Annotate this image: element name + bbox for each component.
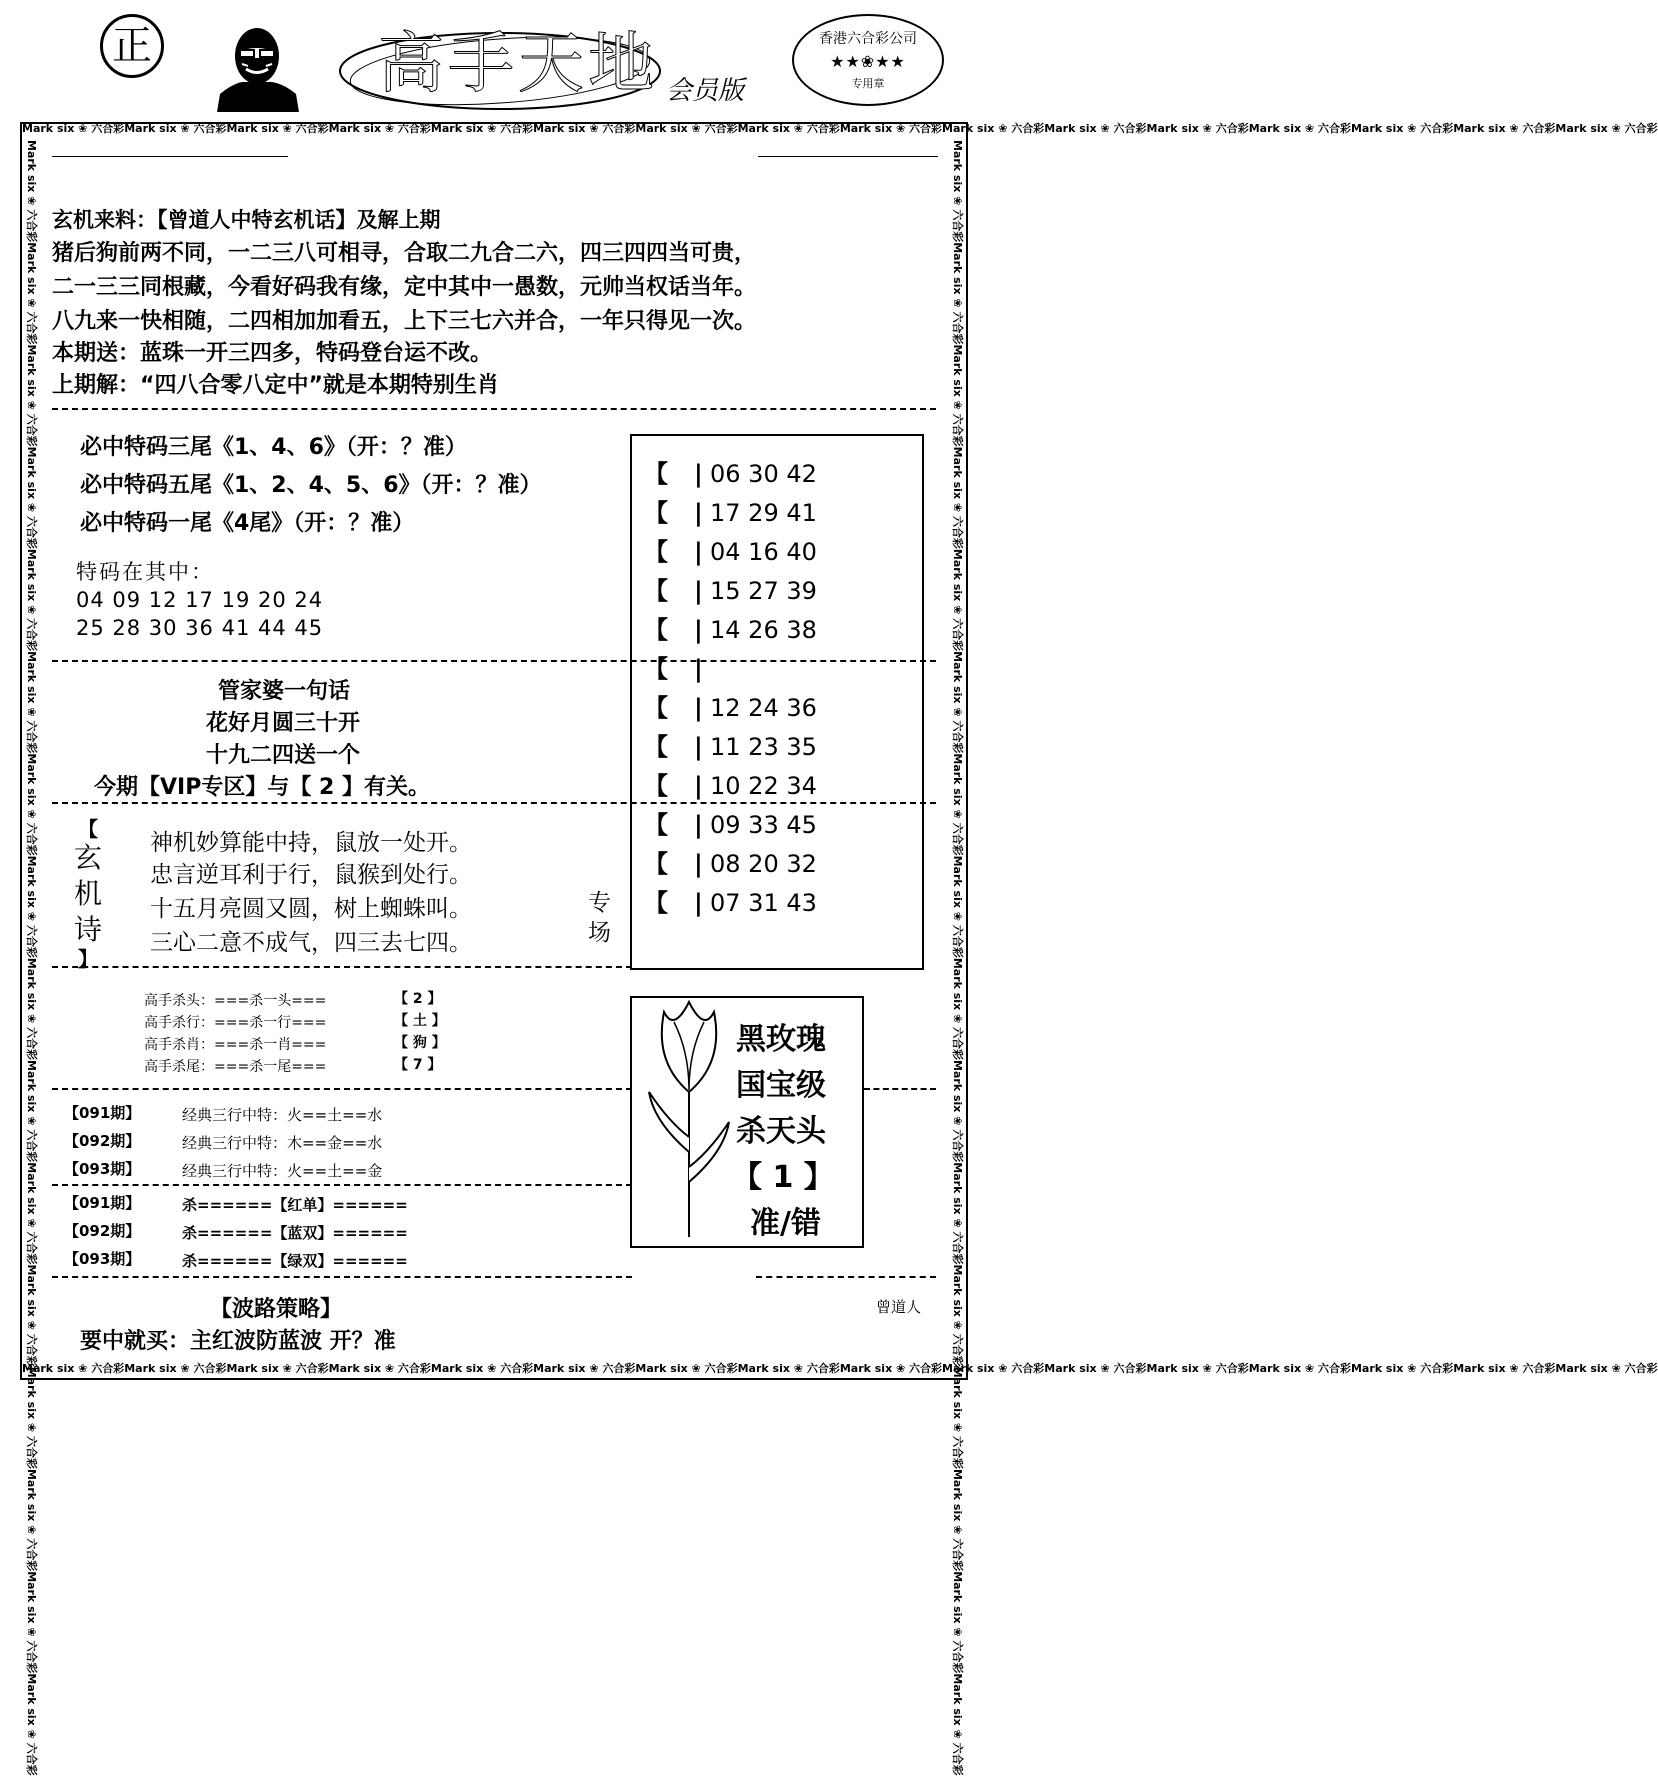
top-line-left: [52, 156, 288, 157]
special-label: 特码在其中：: [76, 560, 214, 584]
rose-line: 杀天头: [736, 1114, 826, 1149]
row-bracket: 【: [644, 850, 668, 878]
kill-value: 【 狗 】: [394, 1035, 446, 1051]
stamp-top-text: 香港六合彩公司: [819, 31, 917, 47]
number-row: 【 | 10 22 34: [644, 766, 817, 801]
circle-badge-char: 正: [112, 23, 152, 69]
rose-line: 黑玫瑰: [736, 1022, 826, 1057]
special-field-label: [588, 888, 616, 948]
row-bracket: 【: [644, 811, 668, 839]
top-border-strip: Mark six ❀ 六合彩Mark six ❀ 六合彩Mark six ❀ 六合彩Mark six ❀ 六合彩Mark six ❀ 六合彩Mark six ❀ 六合彩Mark six ❀ 六合彩Mark six ❀ 六合彩Mark six ❀ 六合彩Mark six ❀ 六合彩Mark six ❀ 六合彩Mark six ❀ 六合彩Mark six ❀ 六合彩Mark six ❀ 六合彩Mark six ❀ 六合彩Mark six ❀ 六合彩: [22, 122, 1658, 135]
row-numbers: 08 20 32: [710, 850, 817, 878]
row-numbers: 15 27 39: [710, 577, 817, 605]
kill-label: 高手杀头：===杀一头===: [144, 993, 327, 1009]
kill-label: 高手杀肖：===杀一肖===: [144, 1037, 327, 1053]
kill-value: 【 7 】: [394, 1057, 442, 1073]
poem-label-char: 玄: [73, 841, 102, 874]
row-bracket: 【: [644, 499, 668, 527]
tulip-icon: [644, 972, 734, 1242]
kill-value: 【 土 】: [394, 1013, 446, 1029]
row-numbers: 10 22 34: [710, 772, 817, 800]
row-numbers: 07 31 43: [710, 889, 817, 917]
black-rose-box: [630, 996, 864, 1248]
poem-label-char: 诗: [73, 913, 102, 946]
bottom-border-strip: Mark six ❀ 六合彩Mark six ❀ 六合彩Mark six ❀ 六合彩Mark six ❀ 六合彩Mark six ❀ 六合彩Mark six ❀ 六合彩Mark six ❀ 六合彩Mark six ❀ 六合彩Mark six ❀ 六合彩Mark six ❀ 六合彩Mark six ❀ 六合彩Mark six ❀ 六合彩Mark six ❀ 六合彩Mark six ❀ 六合彩Mark six ❀ 六合彩Mark six ❀ 六合彩: [22, 1362, 1658, 1375]
number-row: 【 | 06 30 42: [644, 454, 817, 489]
classic-text: 经典三行中特：火==土==水: [182, 1106, 383, 1124]
stamp-bottom-text: 专用章: [851, 77, 885, 90]
number-row: 【 | 08 20 32: [644, 844, 817, 879]
classic-period: 【093期】: [64, 1160, 141, 1178]
circle-badge: [100, 14, 164, 78]
stamp-stars: ★★❀★★: [830, 52, 906, 71]
number-row: 【 |: [644, 649, 710, 684]
row-bracket: 【: [644, 655, 668, 683]
kill-wave-period: 【093期】: [64, 1250, 141, 1268]
butler-line: 十九二四送一个: [206, 743, 361, 768]
number-box: [630, 434, 924, 970]
section-divider: [864, 1088, 936, 1090]
number-row: 【 | 14 26 38: [644, 610, 817, 645]
riddle-heading: 玄机来料：【曾道人中特玄机话】及解上期: [52, 208, 441, 232]
number-row: 【 | 17 29 41: [644, 493, 817, 528]
author-name: 曾道人: [876, 1298, 922, 1316]
special-field-text: 专场: [588, 890, 611, 946]
riddle-line: 八九来一快相随，二四相加加看五，上下三七六并合，一年只得见一次。: [52, 309, 757, 334]
section-divider: [52, 1184, 632, 1186]
section-divider: [52, 408, 936, 410]
top-line-right: [758, 156, 938, 157]
row-bracket: 【: [644, 616, 668, 644]
left-border-text: Mark six ❀ 六合彩Mark six ❀ 六合彩Mark six ❀ 六合彩Mark six ❀ 六合彩Mark six ❀ 六合彩Mark six ❀ 六合彩Mark six ❀ 六合彩Mark six ❀ 六合彩Mark six ❀ 六合彩Mark six ❀ 六合彩Mark six ❀ 六合彩Mark six ❀ 六合彩Mark six ❀ 六合彩Mark six ❀ 六合彩Mark six ❀ 六合彩Mark six ❀ 六合彩: [25, 140, 38, 1776]
classic-text: 经典三行中特：火==土==金: [182, 1162, 383, 1180]
kill-label: 高手杀尾：===杀一尾===: [144, 1059, 327, 1075]
row-bracket: 【: [644, 577, 668, 605]
kill-label: 高手杀行：===杀一行===: [144, 1015, 327, 1031]
row-numbers: 14 26 38: [710, 616, 817, 644]
kill-wave-period: 【091期】: [64, 1194, 141, 1212]
row-numbers: 09 33 45: [710, 811, 817, 839]
row-numbers: 12 24 36: [710, 694, 817, 722]
section-divider: [52, 1088, 632, 1090]
portrait-image: [212, 14, 302, 112]
kill-value: 【 2 】: [394, 991, 442, 1007]
poem-side-label: [68, 818, 108, 970]
poem-label-char: 【: [78, 817, 98, 841]
poem-line: 三心二意不成气，四三去七四。: [150, 930, 472, 956]
row-numbers: 17 29 41: [710, 499, 817, 527]
wave-title: 【波路策略】: [210, 1297, 343, 1322]
rose-line: 国宝级: [736, 1068, 826, 1103]
wave-text: 要中就买：主红波防蓝波 开？准: [80, 1329, 396, 1354]
poem-label-char: 机: [73, 877, 102, 910]
poem-line: 神机妙算能中持，鼠放一处开。: [150, 830, 472, 856]
section-divider: [52, 1276, 632, 1278]
kill-wave-text: 杀======【蓝双】======: [182, 1224, 408, 1242]
riddle-line: 二一三三同根藏，今看好码我有缘，定中其中一愚数，元帅当权话当年。: [52, 275, 757, 300]
row-bracket: 【: [644, 889, 668, 917]
poem-line: 十五月亮圆又圆，树上蜘蛛叫。: [150, 896, 472, 922]
row-bracket: 【: [644, 538, 668, 566]
number-row: 【 | 12 24 36: [644, 688, 817, 723]
poem-line: 忠言逆耳利于行，鼠猴到处行。: [150, 862, 472, 888]
riddle-line: 本期送：蓝珠一开三四多，特码登台运不改。: [52, 341, 493, 366]
riddle-line: 上期解：“四八合零八定中”就是本期特别生肖: [52, 373, 499, 398]
tail-pick: 必中特码五尾《1、2、4、5、6》（开：？准）: [80, 473, 542, 498]
row-bracket: 【: [644, 460, 668, 488]
section-divider: [756, 1276, 936, 1278]
row-bracket: 【: [644, 694, 668, 722]
right-border-text: Mark six ❀ 六合彩Mark six ❀ 六合彩Mark six ❀ 六合彩Mark six ❀ 六合彩Mark six ❀ 六合彩Mark six ❀ 六合彩Mark six ❀ 六合彩Mark six ❀ 六合彩Mark six ❀ 六合彩Mark six ❀ 六合彩Mark six ❀ 六合彩Mark six ❀ 六合彩Mark six ❀ 六合彩Mark six ❀ 六合彩Mark six ❀ 六合彩Mark six ❀ 六合彩: [951, 140, 964, 1776]
special-numbers: 04 09 12 17 19 20 24: [76, 588, 324, 612]
row-numbers: 06 30 42: [710, 460, 817, 488]
page-subtitle: 会员版: [666, 76, 745, 106]
butler-line: 花好月圆三十开: [206, 711, 361, 736]
row-numbers: 04 16 40: [710, 538, 817, 566]
rose-line: 【 1 】: [732, 1160, 834, 1195]
section-divider: [52, 966, 632, 968]
left-border-strip: [22, 140, 40, 1776]
row-numbers: 11 23 35: [710, 733, 817, 761]
row-bracket: 【: [644, 733, 668, 761]
kill-wave-text: 杀======【绿双】======: [182, 1252, 408, 1270]
classic-period: 【092期】: [64, 1132, 141, 1150]
special-numbers: 25 28 30 36 41 44 45: [76, 616, 324, 640]
poem-label-char: 】: [78, 947, 98, 971]
butler-line: 今期【VIP专区】与【 2 】有关。: [94, 775, 430, 800]
company-stamp: [792, 14, 944, 106]
number-row: 【 | 15 27 39: [644, 571, 817, 606]
number-row: 【 | 07 31 43: [644, 883, 817, 918]
kill-wave-period: 【092期】: [64, 1222, 141, 1240]
kill-wave-text: 杀======【红单】======: [182, 1196, 408, 1214]
row-bracket: 【: [644, 772, 668, 800]
number-row: 【 | 09 33 45: [644, 805, 817, 840]
number-row: 【 | 04 16 40: [644, 532, 817, 567]
tail-pick: 必中特码一尾《4尾》（开：？准）: [80, 511, 415, 536]
rose-line: 准/错: [750, 1206, 821, 1241]
riddle-line: 猪后狗前两不同，一二三八可相寻，合取二九合二六，四三四四当可贵，: [52, 241, 757, 266]
classic-period: 【091期】: [64, 1104, 141, 1122]
butler-line: 管家婆一句话: [218, 679, 351, 704]
page-title: 高手天地: [378, 25, 658, 102]
tail-pick: 必中特码三尾《1、4、6》（开：？准）: [80, 435, 467, 460]
right-border-strip: [948, 140, 966, 1776]
number-row: 【 | 11 23 35: [644, 727, 817, 762]
classic-text: 经典三行中特：木==金==水: [182, 1134, 383, 1152]
